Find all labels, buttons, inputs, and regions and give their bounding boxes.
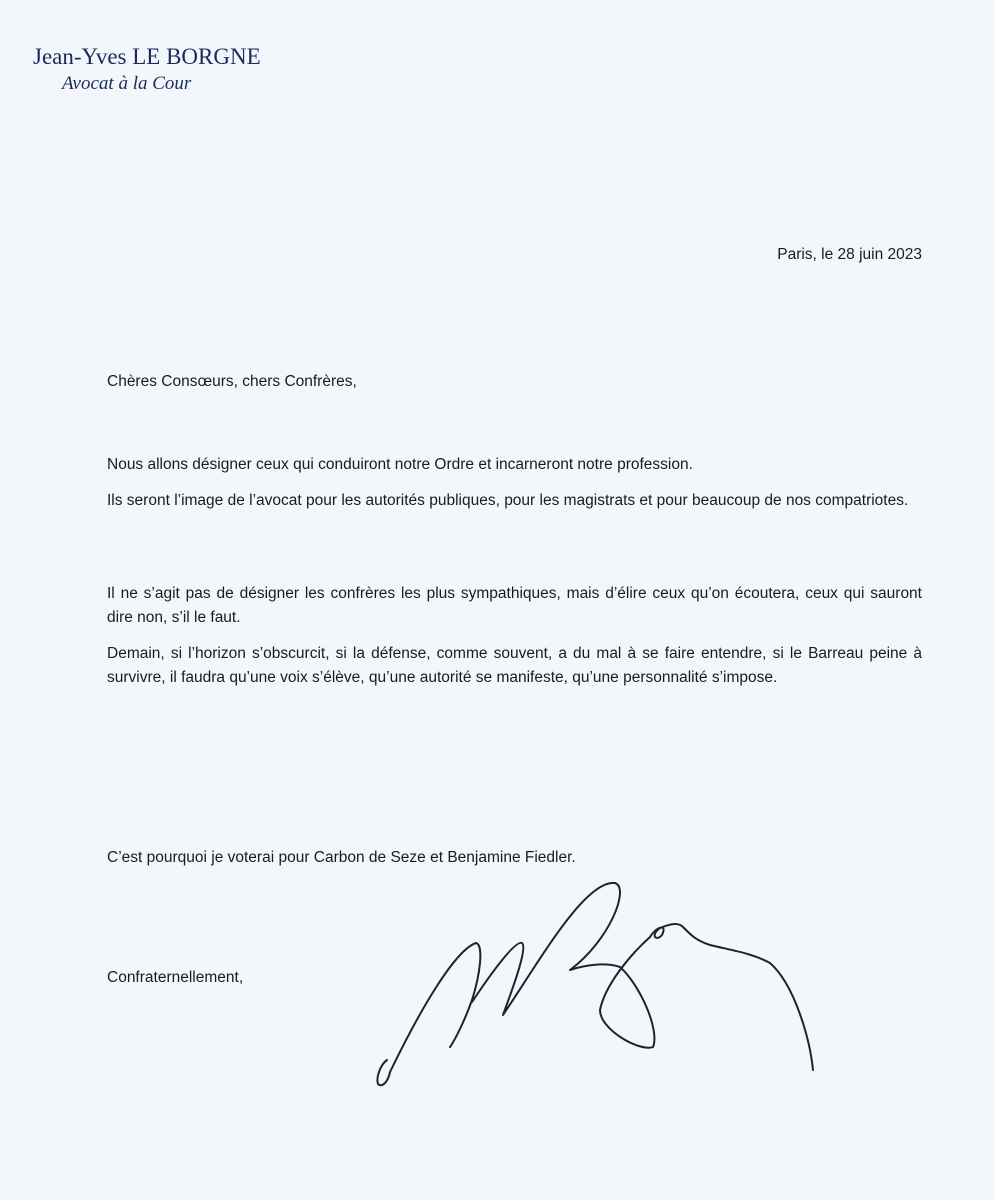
paragraph-1: Nous allons désigner ceux qui conduiront notre Ordre et incarneront notre profession. <box>107 456 693 473</box>
closing: Confraternellement, <box>107 969 244 986</box>
letterhead-title: Avocat à la Cour <box>62 73 192 94</box>
letter-date: Paris, le 28 juin 2023 <box>777 246 922 263</box>
paragraph-4: Demain, si l’horizon s’obscurcit, si la défense, comme souvent, a du mal à se faire entendre, si le Barreau peine à survivre, il faudra qu’une voix s’élève, qu’une autorité se manifeste, qu’une personnalité s’impose. <box>107 645 922 686</box>
paragraph-2: Ils seront l’image de l’avocat pour les autorités publiques, pour les magistrats et pour beaucoup de nos compatriotes. <box>107 492 909 509</box>
paragraph-5: C’est pourquoi je voterai pour Carbon de Seze et Benjamine Fiedler. <box>107 849 576 866</box>
letterhead-name: Jean-Yves LE BORGNE <box>33 44 261 69</box>
salutation: Chères Consœurs, chers Confrères, <box>107 373 357 390</box>
paragraph-3: Il ne s’agit pas de désigner les confrères les plus sympathiques, mais d’élire ceux qu’on écoutera, ceux qui sauront dire non, s’il le faut. <box>107 585 922 626</box>
